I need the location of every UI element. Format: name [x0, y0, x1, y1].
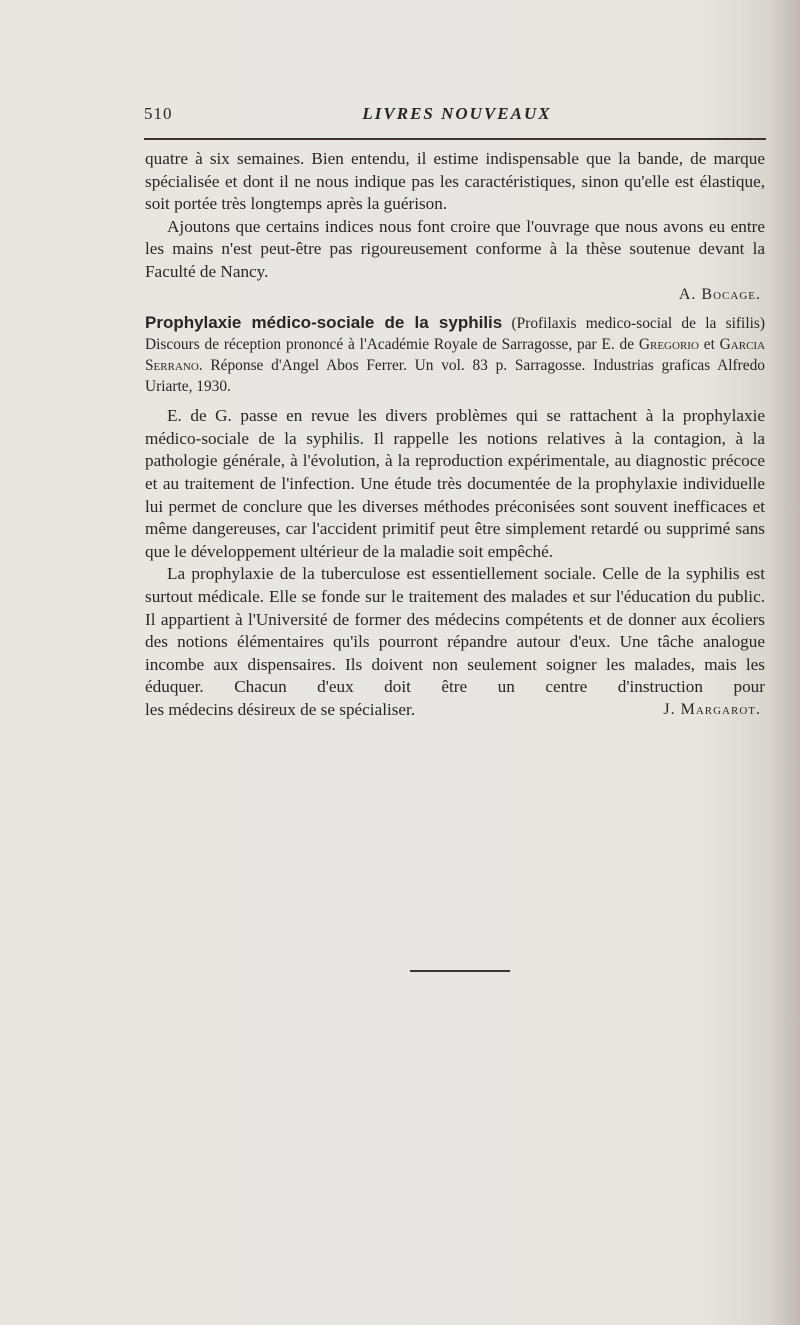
- page-body: [145, 148, 765, 721]
- review1-signature: A. Bocage.: [678, 285, 761, 303]
- page-number: 510: [144, 104, 173, 123]
- page-header: [144, 104, 770, 128]
- running-title: LIVRES NOUVEAUX: [362, 104, 552, 123]
- review2-bibliographic-entry: [145, 312, 765, 397]
- review2-paragraph-2: La prophylaxie de la tuberculose est essentiellement sociale. Celle de la syphilis est surtout médicale. Elle se fonde sur le traitement des malades et sur l'éducation du public. Il appartient à l'Université de former des médecins compétents et de donner aux écoliers des notions élémentaires qu'ils pourront répandre autour d'eux. Une tâche analogue incombe aux dispensaires. Ils doivent non seulement soigner les malades, mais les éduquer. Chacun d'eux doit être un centre d'instruction pour: [145, 564, 765, 697]
- section-end-rule: [410, 970, 510, 972]
- review2-paragraph-1: E. de G. passe en revue les divers problèmes qui se rattachent à la prophylaxie médico-sociale de la syphilis. Il rappelle les notions relatives à la contagion, à la pathologie générale, à l'évolution, à la reproduction expérimentale, au diagnostic précoce et au traitement de l'infection. Une étude très documentée de la prophylaxie individuelle lui permet de conclure que les diverses méthodes préconisées sont souvent inefficaces et même dangereuses, car l'accident primitif peut être simplement retardé ou supprimé sans que le développement ultérieur de la maladie soit empêché.: [145, 406, 765, 561]
- review2-title: Prophylaxie médico-sociale de la syphilis: [145, 313, 503, 333]
- review1-paragraph-1: quatre à six semaines. Bien entendu, il estime indispensable que la bande, de marque spécialisée et dont il ne nous indique pas les caractéristiques, sinon qu'elle est élastique, soit portée très longtemps après la guérison.: [145, 149, 765, 214]
- author-gregorio: Gregorio: [638, 336, 699, 354]
- biblio-text-3: . Réponse d'Angel Abos Ferrer. Un vol. 83 p. Sarragosse. Industrias graficas Alfredo Uriarte, 1930.: [145, 357, 765, 396]
- header-rule: [144, 138, 766, 140]
- author-garcia-serrano: Garcia Serrano: [145, 336, 766, 375]
- review2-paragraph-2-end: les médecins désireux de se spécialiser.: [145, 699, 416, 719]
- review2-closing-line: [145, 699, 765, 722]
- biblio-text-2: et: [703, 336, 715, 354]
- review2-signature: J. Margarot.: [663, 700, 761, 718]
- biblio-text-1: (Profilaxis medico-social de la sifilis) Discours de réception prononcé à l'Académie Royale de Sarragosse, par E. de: [145, 315, 765, 354]
- review1-paragraph-2: Ajoutons que certains indices nous font croire que l'ouvrage que nous avons eu entre les mains n'est peut-être pas rigoureusement conforme à la thèse soutenue devant la Faculté de Nancy.: [145, 216, 765, 281]
